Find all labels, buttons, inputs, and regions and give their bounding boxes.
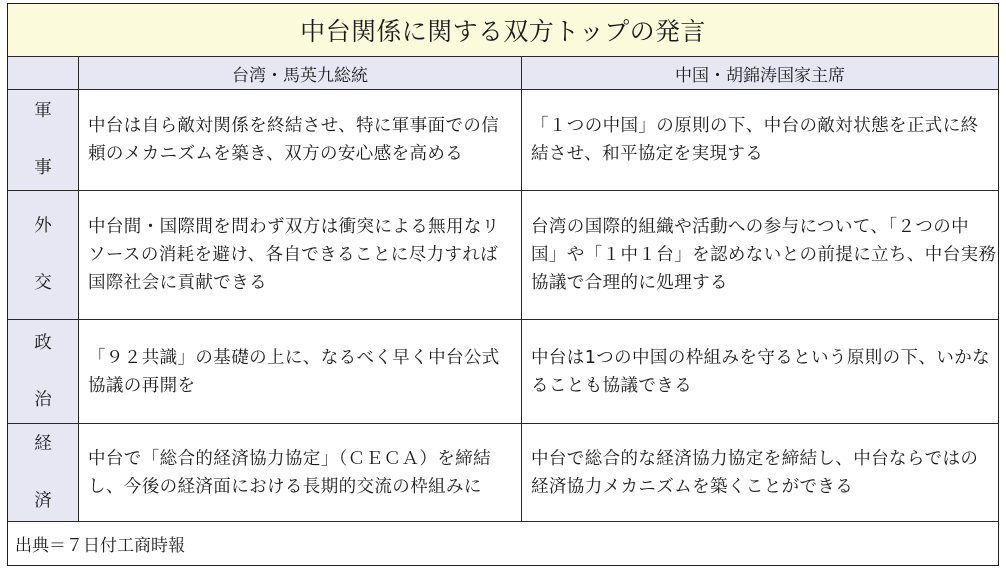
statement-line: 協議の再開を [88, 375, 196, 396]
row-label-char: 政 [34, 332, 52, 353]
statement-line: 「９２共識」の基礎の上に、なるべく早く中台公式 [88, 347, 500, 368]
row-label-military [8, 90, 79, 191]
row-label-char: 治 [34, 389, 52, 410]
statement-line: 国際社会に貢献できる [88, 273, 267, 293]
table-title: 中台関係に関する双方トップの発言 [8, 4, 998, 57]
row-label-politics [8, 320, 79, 424]
statement-line: 中台は1つの中国の枠組みを守るという原則の下、いかな [531, 347, 991, 368]
statement-line: 「１つの中国」の原則の下、中台の敵対状態を正式に終 [531, 116, 979, 136]
statement-china-economy [522, 424, 998, 522]
row-label-economy [8, 424, 79, 522]
statement-line: 中台で総合的な経済協力協定を締結し、中台ならではの [531, 448, 979, 469]
statement-taiwan-politics [79, 320, 522, 424]
row-label-char: 交 [34, 273, 52, 293]
statement-line: 台湾の国際的組織や活動への参与について、「２つの中 [531, 217, 970, 237]
statement-line: し、今後の経済面における長期的交流の枠組みに [88, 476, 482, 497]
statement-line: 中台で「総合的経済協力協定」（ＣＥＣＡ）を締結 [88, 448, 491, 469]
row-label-char: 外 [34, 216, 52, 236]
statement-line: ソースの消耗を避け、各自できることに尽力すれば [88, 245, 499, 265]
header-corner-cell [8, 57, 79, 90]
statement-line: 中台間・国際間を問わず双方は衝突による無用なリ [88, 217, 500, 237]
statement-line: ることも協議できる [531, 375, 693, 396]
statement-china-military [522, 90, 998, 191]
statement-line: 中台は自ら敵対関係を終結させ、特に軍事面での信 [88, 116, 500, 136]
source-note: 出典＝７日付工商時報 [8, 522, 998, 565]
row-label-diplomacy [8, 191, 79, 320]
row-label-char: 軍 [34, 101, 52, 121]
row-label-char: 経 [34, 433, 52, 454]
statement-taiwan-economy [79, 424, 522, 522]
statement-taiwan-military [79, 90, 522, 191]
statement-china-politics [522, 320, 998, 424]
column-header-taiwan: 台湾・馬英九総統 [79, 57, 522, 90]
statement-line: 国」や「１中１台」を認めないとの前提に立ち、中台実務 [531, 245, 997, 265]
row-label-char: 事 [34, 158, 52, 178]
statement-line: 協議で合理的に処理する [531, 273, 728, 293]
statement-comparison-table [7, 3, 999, 566]
statement-taiwan-diplomacy [79, 191, 522, 320]
statement-line: 頼のメカニズムを築き、双方の安心感を高める [88, 144, 464, 164]
statement-line: 結させ、和平協定を実現する [531, 144, 764, 164]
statement-china-diplomacy [522, 191, 998, 320]
row-label-char: 済 [34, 490, 52, 511]
column-header-china: 中国・胡錦涛国家主席 [522, 57, 998, 90]
statement-line: 経済協力メカニズムを築くことができる [531, 476, 854, 497]
